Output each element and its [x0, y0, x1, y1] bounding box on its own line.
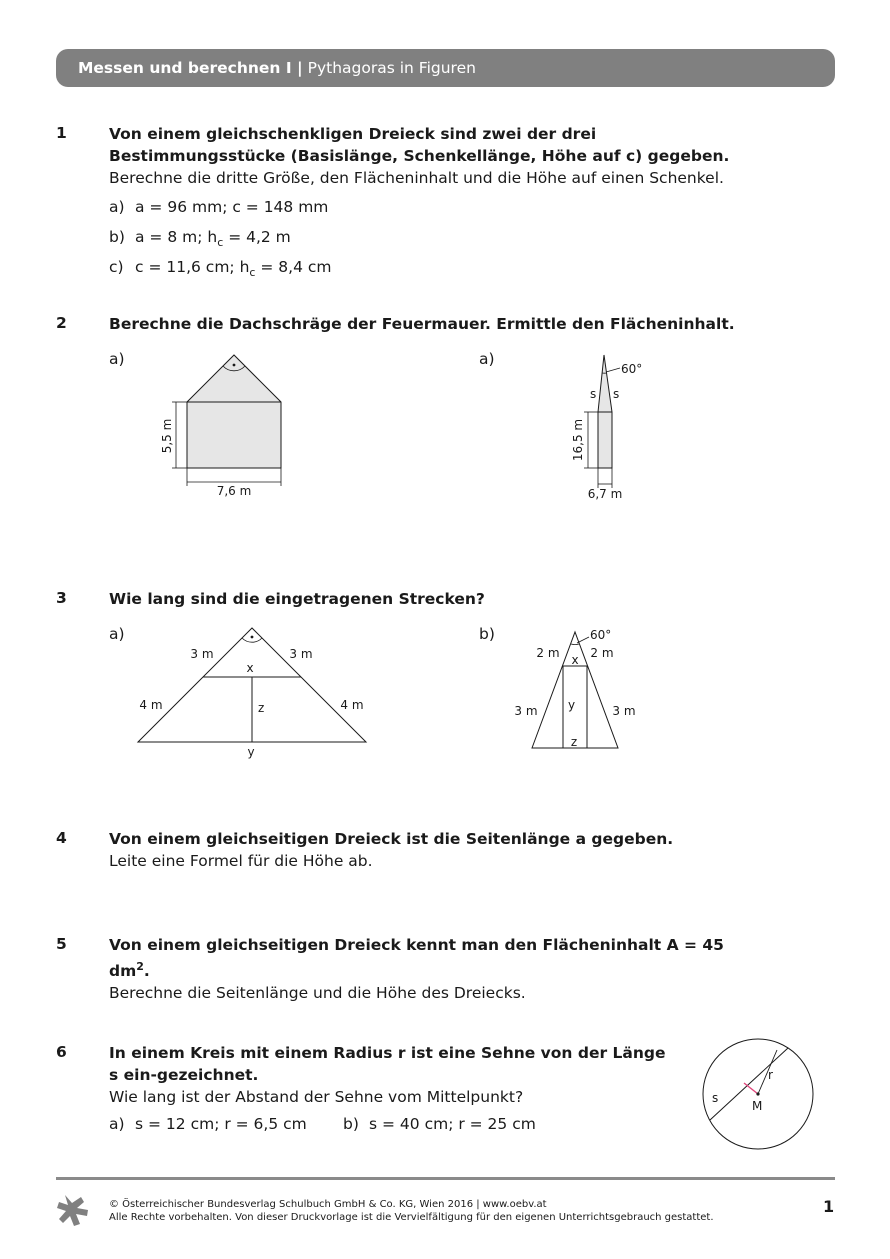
task-6-sub-a: a) s = 12 cm; r = 6,5 cm — [109, 1115, 307, 1133]
task-4-text — [109, 828, 749, 872]
task-3-text — [109, 588, 749, 610]
task-2-label-a: a) — [109, 350, 125, 368]
task-6-s-label: s — [712, 1091, 719, 1105]
task-3b-top-right: 2 m — [590, 646, 614, 660]
task-6-instruction: Wie lang ist der Abstand der Sehne vom Mittelpunkt? — [109, 1088, 524, 1106]
header-title-rest: Pythagoras in Figuren — [302, 59, 476, 77]
task-1-number: 1 — [56, 124, 67, 142]
task-3a-z: z — [258, 701, 265, 715]
footer-divider — [56, 1177, 835, 1180]
task-2-figure-a — [150, 350, 310, 510]
task-2b-side-right: s — [613, 387, 620, 401]
task-3b-y: y — [568, 698, 576, 712]
task-3b-top-left: 2 m — [536, 646, 560, 660]
task-2-text — [109, 313, 749, 335]
task-3a-bottom-right: 4 m — [340, 698, 364, 712]
task-3a-top-right: 3 m — [289, 647, 313, 661]
task-2-number: 2 — [56, 314, 67, 332]
task-5-text — [109, 934, 749, 1004]
task-3-figure-b — [505, 620, 655, 770]
task-4-bold: Von einem gleichseitigen Dreieck ist die Seitenlänge a gegeben. — [109, 830, 674, 848]
task-1-text — [109, 123, 749, 189]
task-2b-width-label: 6,7 m — [587, 487, 623, 501]
copyright-notice — [109, 1198, 714, 1224]
page-header — [56, 49, 835, 87]
task-3a-bottom-left: 4 m — [139, 698, 163, 712]
task-1-instruction: Berechne die dritte Größe, den Flächeninhalt und die Höhe auf einen Schenkel. — [109, 169, 724, 187]
task-2b-height-label: 16,5 m — [571, 418, 585, 462]
copyright-line-2: Alle Rechte vorbehalten. Von dieser Druckvorlage ist die Vervielfältigung für den eigenen Unterrichtsgebrauch gestattet. — [109, 1212, 714, 1223]
task-6-bold: In einem Kreis mit einem Radius r ist eine Sehne von der Länge s ein-gezeichnet. — [109, 1044, 666, 1084]
task-6-circle-figure — [700, 1032, 830, 1162]
task-1-sub-c: c) c = 11,6 cm; $h_c = 8,4$ cm — [109, 258, 332, 280]
task-3-label-b: b) — [479, 625, 495, 643]
task-2a-width-label: 7,6 m — [216, 484, 252, 498]
publisher-logo-icon — [56, 1193, 90, 1227]
task-3-number: 3 — [56, 589, 67, 607]
task-4-instruction: Leite eine Formel für die Höhe ab. — [109, 852, 373, 870]
task-6-number: 6 — [56, 1043, 67, 1061]
task-5-instruction: Berechne die Seitenlänge und die Höhe des Dreiecks. — [109, 984, 526, 1003]
task-1-sub-a: a) a = 96 mm; c = 148 mm — [109, 198, 329, 216]
task-2-bold: Berechne die Dachschräge der Feuermauer. Ermittle den Flächeninhalt. — [109, 315, 735, 333]
task-5-bold-line: Von einem gleichseitigen Dreieck kennt man den Flächeninhalt A = 45 $dm^2$. — [109, 936, 724, 981]
task-3b-angle: 60° — [590, 628, 612, 642]
task-6-m-label: M — [752, 1099, 763, 1113]
task-3b-bottom-left: 3 m — [514, 704, 538, 718]
task-3b-x: x — [571, 653, 579, 667]
task-3b-z: z — [570, 735, 578, 749]
task-2b-angle-label: 60° — [621, 362, 643, 376]
page-number: 1 — [823, 1197, 835, 1216]
copyright-line-1: © Österreichischer Bundesverlag Schulbuch GmbH & Co. KG, Wien 2016 | www.oebv.at — [109, 1199, 547, 1210]
task-1-bold: Von einem gleichschenkligen Dreieck sind zwei der drei Bestimmungsstücke (Basislänge, Schenkellänge, Höhe auf c) gegeben. — [109, 125, 730, 165]
task-3a-x: x — [246, 661, 254, 675]
task-2-label-b: a) — [479, 350, 495, 368]
task-5-number: 5 — [56, 935, 67, 953]
task-3-bold: Wie lang sind die eingetragenen Strecken? — [109, 590, 485, 608]
task-6-text — [109, 1042, 669, 1108]
task-3-figure-a — [130, 620, 380, 770]
task-6-r-label: r — [768, 1068, 773, 1082]
task-2a-height-label: 5,5 m — [160, 418, 174, 454]
task-3-label-a: a) — [109, 625, 125, 643]
task-1-sub-b: b) a = 8 m; $h_c = 4,2$ m — [109, 228, 291, 250]
task-3b-bottom-right: 3 m — [612, 704, 636, 718]
header-title-bold: Messen und berechnen I | — [78, 59, 303, 77]
task-2b-side-left: s — [590, 387, 597, 401]
task-3a-top-left: 3 m — [190, 647, 214, 661]
task-4-number: 4 — [56, 829, 67, 847]
task-6-sub-b: b) s = 40 cm; r = 25 cm — [343, 1115, 536, 1133]
task-2-figure-b — [560, 350, 690, 510]
task-3a-y: y — [247, 745, 255, 759]
